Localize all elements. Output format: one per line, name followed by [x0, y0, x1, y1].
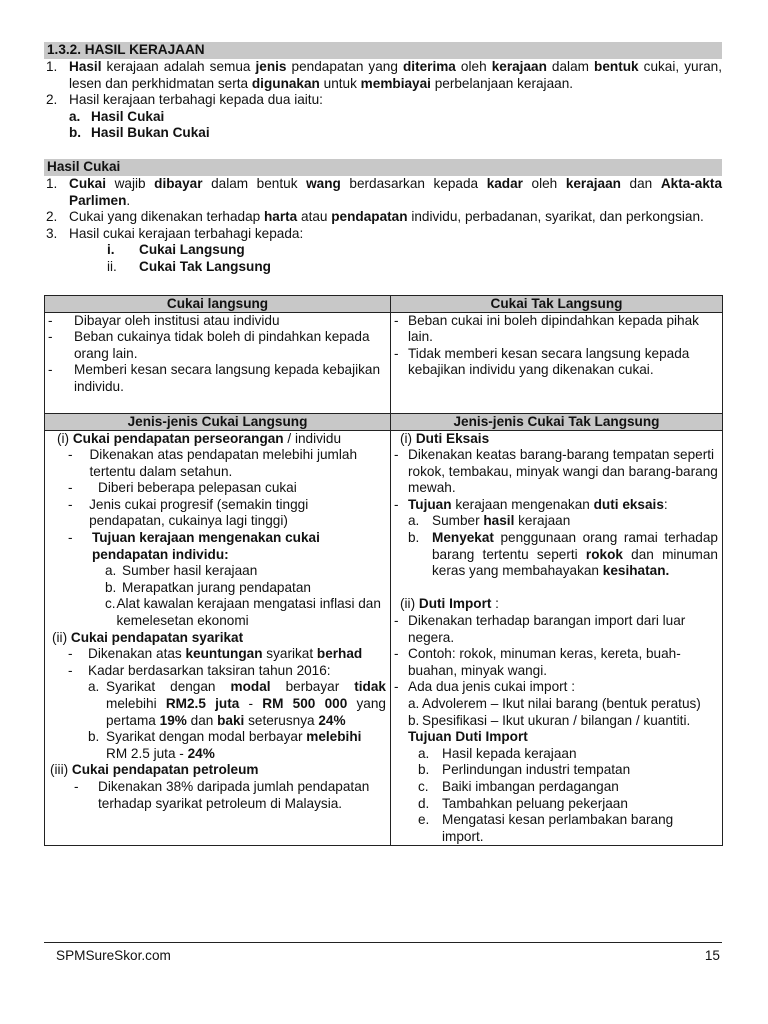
text-span: pendapatan yang	[286, 59, 403, 74]
text-span: dalam	[546, 59, 595, 74]
list-letter: b.	[69, 125, 82, 141]
list-text	[432, 513, 570, 530]
list-text: Spesifikasi – Ikut ukuran / bilangan / kuantiti.	[422, 712, 691, 728]
list-item	[48, 480, 386, 497]
bold-term: Cukai	[69, 175, 107, 191]
table-header-row	[45, 295, 723, 312]
section-heading: 1.3.2. HASIL KERAJAAN	[44, 42, 722, 59]
list-letter: a.	[69, 108, 81, 124]
dash: -	[48, 312, 53, 328]
list-letter: a.	[105, 563, 117, 579]
list-item	[48, 447, 386, 480]
bold-term: diterima	[402, 59, 456, 74]
text-span: dan	[186, 712, 218, 728]
list-item	[48, 362, 386, 395]
cukai-scope	[44, 209, 722, 226]
list-number: 2.	[46, 92, 58, 108]
roman-label: (iii)	[50, 762, 69, 778]
bold-term: 19%	[159, 712, 187, 728]
list-text	[88, 646, 386, 663]
bold-term: Cukai pendapatan syarikat	[70, 629, 244, 645]
paragraph-text	[69, 209, 722, 226]
bold-term: bentuk	[594, 59, 639, 74]
text-span: Syarikat dengan	[106, 679, 231, 695]
paragraph-text	[69, 226, 722, 276]
text-span: :	[491, 596, 499, 612]
text-span: .	[126, 192, 131, 208]
list-text: Advolerem – Ikut nilai barang (bentuk peratus)	[422, 696, 701, 711]
table-row	[45, 312, 723, 413]
page-content	[44, 42, 722, 846]
text-span: kerajaan adalah semua	[101, 59, 256, 74]
list-item	[48, 779, 386, 812]
list-item	[48, 729, 386, 762]
list-item	[48, 530, 386, 563]
bold-term: Hasil	[69, 59, 102, 74]
bold-term: Cukai pendapatan petroleum	[71, 762, 259, 778]
list-number: 3.	[46, 225, 58, 241]
list-text: Dibayar oleh institusi atau individu	[74, 312, 280, 328]
roman-label: (ii)	[52, 629, 68, 645]
text-span: :	[663, 496, 668, 512]
list-item	[48, 646, 386, 663]
list-roman: ii.	[107, 258, 117, 274]
header-jenis-tak-langsung: Jenis-jenis Cukai Tak Langsung	[391, 413, 723, 430]
roman-label: (i)	[57, 430, 70, 446]
list-text: Mengatasi kesan perlambakan barang import.	[442, 812, 674, 844]
paragraph-text	[69, 176, 722, 209]
dash: -	[68, 530, 73, 546]
bold-term: 24%	[318, 712, 346, 728]
list-text: Diberi beberapa pelepasan cukai	[98, 480, 297, 496]
bold-term: RM2.5 juta	[165, 696, 240, 711]
list-text: Tidak memberi kesan secara langsung kepada kebajikan individu yang dikenakan cukai.	[408, 345, 690, 378]
bold-term: berhad	[316, 646, 363, 662]
text-span: melebihi	[106, 696, 166, 711]
bold-term: kerajaan	[491, 59, 547, 74]
list-item	[69, 259, 722, 276]
text-span: kerajaan mengenakan	[451, 496, 594, 512]
list-letter: a.	[408, 513, 420, 529]
bold-term: Tujuan Duti Import	[408, 729, 528, 745]
list-item	[394, 779, 718, 796]
list-roman: i.	[107, 242, 115, 258]
list-letter: a.	[408, 696, 420, 711]
cell-ciri-tak-langsung	[391, 312, 723, 413]
list-item	[394, 530, 718, 580]
header-jenis-langsung: Jenis-jenis Cukai Langsung	[45, 413, 391, 430]
header-cukai-langsung: Cukai langsung	[45, 295, 391, 312]
text-span: wajib	[106, 175, 155, 191]
list-text	[106, 729, 386, 762]
text-span: Sumber	[432, 513, 484, 529]
list-item	[48, 497, 386, 530]
subsection-heading: Hasil Cukai	[44, 159, 722, 176]
duti-eksais-heading	[394, 431, 718, 448]
text-span: / individu	[283, 430, 342, 446]
cukai-definition	[44, 176, 722, 209]
dash: -	[68, 646, 73, 662]
bold-term: Cukai Tak Langsung	[139, 258, 271, 274]
table-row	[45, 430, 723, 846]
list-text: Ada dua jenis cukai import :	[408, 679, 575, 695]
list-text: Jenis cukai progresif (semakin tinggi pendapatan, cukainya lagi tinggi)	[89, 496, 309, 529]
list-text: Dikenakan 38% daripada jumlah pendapatan terhadap syarikat petroleum di Malaysia.	[98, 778, 370, 811]
hasil-types	[44, 92, 722, 142]
list-text	[408, 497, 668, 514]
roman-label: (ii)	[400, 596, 416, 612]
bold-term: baki	[217, 712, 245, 728]
bold-term: keuntungan	[185, 646, 263, 662]
page-number: 15	[704, 948, 720, 963]
text-span: individu, perbadanan, syarikat, dan perkongsian.	[407, 209, 704, 225]
list-item	[394, 812, 718, 845]
dash: -	[68, 447, 73, 463]
bold-term: 24%	[187, 745, 215, 761]
dash: -	[394, 613, 399, 629]
list-item	[48, 313, 386, 330]
list-item	[394, 713, 718, 730]
bold-term: rokok	[585, 546, 623, 562]
list-letter: d.	[418, 795, 430, 811]
bold-term: duti eksais	[593, 496, 664, 512]
list-letter: b.	[418, 762, 430, 778]
text-span: atau	[297, 209, 332, 225]
list-number: 2.	[46, 209, 58, 225]
list-text: Contoh: rokok, minuman keras, kereta, buah-buahan, minyak wangi.	[408, 646, 681, 678]
bold-term: Akta-akta Parlimen	[69, 175, 723, 208]
bold-term: harta	[263, 209, 298, 225]
text-span: dalam bentuk	[202, 175, 307, 191]
list-item	[394, 679, 718, 696]
list-item	[48, 663, 386, 680]
list-text: Alat kawalan kerajaan mengatasi inflasi dan kemelesetan ekonomi	[116, 596, 381, 629]
cukai-petroleum-heading	[48, 762, 386, 779]
header-cukai-tak-langsung: Cukai Tak Langsung	[391, 295, 723, 312]
list-item	[394, 696, 718, 713]
list-item	[48, 580, 386, 597]
list-letter: c.	[105, 596, 116, 612]
dash: -	[48, 362, 53, 378]
text-span: -	[239, 696, 263, 711]
list-letter: b.	[408, 712, 420, 728]
list-item	[394, 513, 718, 530]
list-text: Memberi kesan secara langsung kepada kebajikan individu.	[74, 362, 381, 394]
bold-term: Tujuan kerajaan mengenakan cukai pendapatan individu:	[91, 530, 320, 562]
duti-import-heading	[394, 596, 718, 613]
cukai-perseorangan-heading	[48, 431, 386, 448]
dash: -	[68, 480, 73, 496]
dash: -	[68, 662, 73, 678]
dash: -	[394, 496, 399, 512]
list-text: Dikenakan terhadap barangan import dari luar negera.	[408, 613, 686, 645]
hasil-definition	[44, 59, 722, 92]
bold-term: Duti Import	[418, 596, 492, 612]
list-item	[394, 746, 718, 763]
dash: -	[394, 312, 399, 328]
list-letter: a.	[418, 745, 430, 761]
list-item	[394, 313, 718, 346]
list-item	[48, 679, 386, 729]
list-text: Perlindungan industri tempatan	[442, 762, 631, 778]
list-letter: e.	[418, 812, 430, 828]
bold-term: kadar	[486, 175, 523, 191]
roman-label: (i)	[400, 430, 413, 446]
list-item	[394, 497, 718, 514]
bold-term: Duti Eksais	[415, 430, 490, 446]
text-span: syarikat	[262, 646, 317, 662]
cell-jenis-langsung	[45, 430, 391, 846]
list-item	[394, 346, 718, 379]
list-item	[394, 796, 718, 813]
text-span: Cukai yang dikenakan terhadap	[69, 209, 264, 225]
bold-term: Tujuan	[408, 496, 452, 512]
list-letter: a.	[88, 679, 100, 695]
list-text: Dikenakan atas pendapatan melebihi jumlah tertentu dalam setahun.	[89, 447, 358, 479]
dash: -	[394, 345, 399, 361]
text-span: untuk	[319, 75, 361, 91]
cell-ciri-langsung	[45, 312, 391, 413]
tujuan-duti-import-heading	[394, 729, 718, 746]
bold-term: kerajaan	[565, 175, 621, 191]
list-text: Dikenakan keatas barang-barang tempatan seperti rokok, tembakau, minyak wangi dan barang-barang mewah.	[408, 447, 718, 496]
dash: -	[74, 778, 79, 794]
list-number: 1.	[46, 59, 58, 74]
dash: -	[394, 447, 399, 463]
text-span: penggunaan orang ramai terhadap barang tertentu seperti	[432, 530, 718, 562]
bold-term: jenis	[255, 59, 287, 74]
footer-site: SPMSureSkor.com	[56, 948, 171, 963]
dash: -	[394, 646, 399, 662]
list-number: 1.	[46, 175, 58, 191]
list-text	[106, 679, 386, 729]
list-item	[69, 125, 722, 142]
text-span: oleh	[522, 175, 566, 191]
paragraph-text	[69, 92, 722, 142]
text-span: Syarikat dengan modal berbayar	[106, 729, 307, 745]
bold-term: membiayai	[360, 75, 431, 91]
list-text	[432, 530, 718, 580]
list-text: Beban cukai ini boleh dipindahkan kepada pihak lain.	[408, 312, 699, 345]
bold-term: tidak	[354, 679, 386, 695]
text-span: seterusnya	[244, 712, 319, 728]
paragraph-text	[69, 59, 722, 92]
text-line: Hasil kerajaan terbahagi kepada dua iaitu:	[69, 92, 323, 108]
text-span: dan minuman keras yang membahayakan	[432, 546, 718, 579]
list-text: Baiki imbangan perdagangan	[442, 778, 619, 794]
comparison-table	[44, 295, 723, 847]
cukai-syarikat-heading	[48, 630, 386, 647]
bold-term: pendapatan	[331, 209, 408, 225]
page-footer	[44, 942, 722, 963]
list-item	[48, 596, 386, 629]
list-text: Beban cukainya tidak boleh di pindahkan kepada orang lain.	[74, 329, 370, 361]
text-span: oleh	[455, 59, 492, 74]
bold-term: Hasil Bukan Cukai	[91, 125, 210, 141]
bold-term: dibayar	[154, 175, 203, 191]
list-item	[394, 447, 718, 497]
text-span: berbayar	[270, 679, 355, 695]
text-span: yang pertama	[106, 696, 386, 728]
table-header-row	[45, 413, 723, 430]
text-span: Dikenakan atas	[88, 646, 186, 662]
text-span: RM 2.5 juta -	[106, 745, 188, 761]
bold-term: melebihi	[306, 729, 362, 745]
bold-term: modal	[230, 679, 271, 695]
bold-term: Cukai Langsung	[139, 242, 245, 258]
list-item	[48, 563, 386, 580]
bold-term: Cukai pendapatan perseorangan	[72, 430, 284, 446]
list-text: Sumber hasil kerajaan	[122, 563, 258, 579]
list-item	[69, 109, 722, 126]
list-text: Merapatkan jurang pendapatan	[122, 579, 311, 595]
list-text: Kadar berdasarkan taksiran tahun 2016:	[88, 662, 331, 678]
list-item	[48, 329, 386, 362]
bold-term: digunakan	[251, 75, 320, 91]
text-span: berdasarkan kepada	[340, 175, 487, 191]
list-letter: b.	[88, 729, 100, 745]
text-span: dan	[620, 175, 661, 191]
cukai-types	[44, 226, 722, 276]
list-item	[394, 646, 718, 679]
list-item	[394, 762, 718, 779]
cell-jenis-tak-langsung	[391, 430, 723, 846]
bold-term: RM 500 000	[262, 696, 348, 711]
bold-term: wang	[306, 175, 341, 191]
text-span: cukai, yuran, lesen dan perkhidmatan serta	[69, 59, 723, 91]
dash: -	[68, 496, 73, 512]
bold-term: kesihatan.	[602, 563, 670, 579]
bold-term: hasil	[483, 513, 515, 529]
dash: -	[394, 679, 399, 695]
bold-term: Menyekat	[432, 530, 494, 546]
list-letter: b.	[105, 579, 117, 595]
bold-term: Hasil Cukai	[91, 108, 165, 124]
list-item	[394, 613, 718, 646]
dash: -	[48, 329, 53, 345]
list-item	[69, 242, 722, 259]
text-line: Hasil cukai kerajaan terbahagi kepada:	[69, 225, 304, 241]
text-span: perbelanjaan kerajaan.	[430, 75, 574, 91]
text-span: kerajaan	[514, 513, 571, 529]
list-text: Hasil kepada kerajaan	[442, 745, 577, 761]
list-letter: b.	[408, 530, 420, 546]
list-text: Tambahkan peluang pekerjaan	[442, 795, 628, 811]
list-letter: c.	[418, 778, 429, 794]
